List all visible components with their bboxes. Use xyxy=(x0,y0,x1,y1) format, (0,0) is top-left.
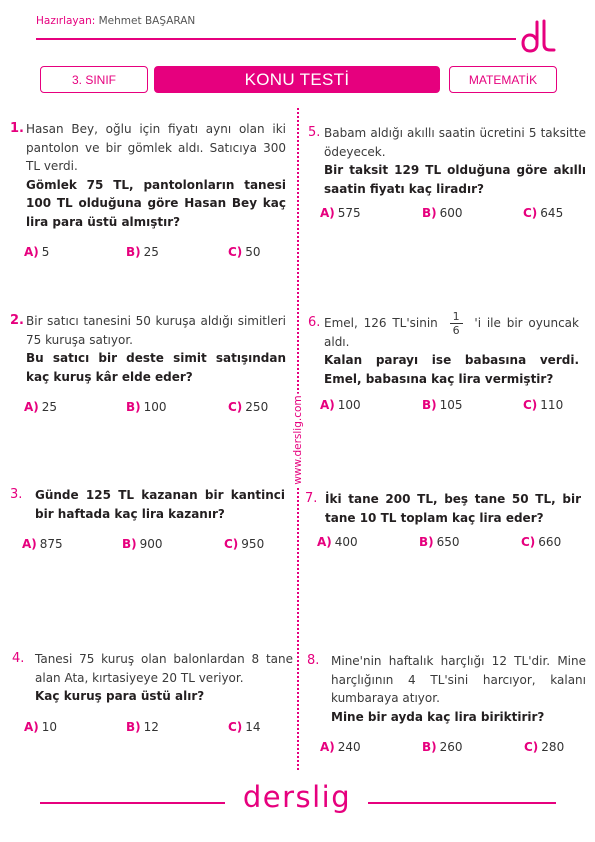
option-b[interactable]: B) 650 xyxy=(419,535,460,549)
question-8 xyxy=(307,652,586,756)
footer-line-right xyxy=(368,802,556,804)
question-4 xyxy=(12,650,293,736)
answer-options xyxy=(320,204,586,222)
option-c[interactable]: C) 50 xyxy=(228,245,261,259)
option-b[interactable]: B) 900 xyxy=(122,537,163,551)
question-prompt: Bu satıcı bir deste simit satışından kaç kuruş kâr elde eder? xyxy=(26,351,286,384)
subject-label: MATEMATİK xyxy=(449,66,557,93)
question-prompt: Gömlek 75 TL, pantolonların tanesi 100 TL olduğuna göre Hasan Bey kaç lira para üstü almıştır? xyxy=(26,177,286,229)
question-5 xyxy=(308,124,586,222)
prepared-by xyxy=(36,15,195,27)
question-prompt: İki tane 200 TL, beş tane 50 TL, bir tane 10 TL toplam kaç lira eder? xyxy=(325,492,581,525)
footer-line-left xyxy=(40,802,225,804)
question-prompt: Bir taksit 129 TL olduğuna göre akıllı saatin fiyatı kaç liradır? xyxy=(324,163,586,196)
question-number: 3. xyxy=(10,487,23,502)
option-c[interactable]: C) 950 xyxy=(224,537,265,551)
answer-options xyxy=(320,396,579,414)
question-2 xyxy=(10,312,286,416)
option-a[interactable]: A) 575 xyxy=(320,206,361,220)
option-a[interactable]: A) 5 xyxy=(24,245,50,259)
option-c[interactable]: C) 645 xyxy=(523,206,564,220)
option-c[interactable]: C) 110 xyxy=(523,398,564,412)
option-b[interactable]: B) 600 xyxy=(422,206,463,220)
option-a[interactable]: A) 240 xyxy=(320,740,361,754)
option-a[interactable]: A) 10 xyxy=(24,719,58,734)
option-c[interactable]: C) 14 xyxy=(228,719,261,734)
answer-options xyxy=(26,243,286,261)
question-number: 8. xyxy=(307,653,320,668)
option-b[interactable]: B) 100 xyxy=(126,400,167,414)
site-watermark: www.derslig.com xyxy=(292,395,304,485)
option-b[interactable]: B) 260 xyxy=(422,740,463,754)
fraction-denominator: 6 xyxy=(452,324,460,337)
page-title: KONU TESTİ xyxy=(154,66,440,93)
question-number: 5. xyxy=(308,125,321,140)
option-a[interactable]: A) 100 xyxy=(320,398,361,412)
author-name: Mehmet BAŞARAN xyxy=(98,15,196,27)
answer-options xyxy=(26,398,286,416)
question-number: 6. xyxy=(308,315,321,330)
question-text: Bir satıcı tanesini 50 kuruşa aldığı simitleri 75 kuruşa satıyor. xyxy=(26,314,286,347)
option-a[interactable]: A) 875 xyxy=(22,537,63,551)
fraction xyxy=(450,310,463,337)
question-text: Tanesi 75 kuruş olan balonlardan 8 tane alan Ata, kırtasiyeye 20 TL veriyor. xyxy=(35,652,293,685)
option-c[interactable]: C) 250 xyxy=(228,400,269,414)
option-a[interactable]: A) 25 xyxy=(24,400,58,414)
question-number: 1. xyxy=(10,121,24,136)
question-7 xyxy=(305,490,581,551)
fraction-numerator: 1 xyxy=(450,310,463,324)
answer-options xyxy=(320,738,586,756)
question-3 xyxy=(10,486,285,553)
question-text: Hasan Bey, oğlu için fiyatı aynı olan iki pantolon ve bir gömlek aldı. Satıcıya 300 TL verdi. xyxy=(26,122,286,173)
question-text: Mine'nin haftalık harçlığı 12 TL'dir. Mine harçlığının 4 TL'sini harcıyor, kalanı kumbaraya atıyor. xyxy=(331,654,586,705)
answer-options xyxy=(24,718,293,736)
question-text: Babam aldığı akıllı saatin ücretini 5 taksitte ödeyecek. xyxy=(324,126,586,159)
option-b[interactable]: B) 25 xyxy=(126,245,159,259)
answer-options xyxy=(22,535,285,553)
header-divider xyxy=(36,38,516,40)
option-b[interactable]: B) 105 xyxy=(422,398,463,412)
derslig-dl-logo-icon xyxy=(520,18,556,54)
option-c[interactable]: C) 660 xyxy=(521,535,562,549)
question-number: 2. xyxy=(10,313,24,328)
footer-brand: derslig xyxy=(242,780,352,814)
question-prompt: Günde 125 TL kazanan bir kantinci bir haftada kaç lira kazanır? xyxy=(35,488,285,521)
grade-label: 3. SINIF xyxy=(40,66,148,93)
question-prompt: Mine bir ayda kaç lira biriktirir? xyxy=(331,709,545,724)
option-a[interactable]: A) 400 xyxy=(317,535,358,549)
question-number: 4. xyxy=(12,651,25,666)
question-prompt: Kaç kuruş para üstü alır? xyxy=(35,689,205,703)
question-prompt: Kalan parayı ise babasına verdi. Emel, babasına kaç lira vermiştir? xyxy=(324,353,579,386)
question-1 xyxy=(10,120,286,261)
answer-options xyxy=(317,533,581,551)
prepared-label: Hazırlayan: xyxy=(36,15,96,27)
question-6 xyxy=(308,310,579,414)
option-c[interactable]: C) 280 xyxy=(524,740,565,754)
option-b[interactable]: B) 12 xyxy=(126,719,159,734)
question-number: 7. xyxy=(305,491,318,506)
question-text: Emel, 126 TL'sinin $\frac{1}{6}$ 'i ile bir oyuncak aldı. xyxy=(324,310,579,349)
